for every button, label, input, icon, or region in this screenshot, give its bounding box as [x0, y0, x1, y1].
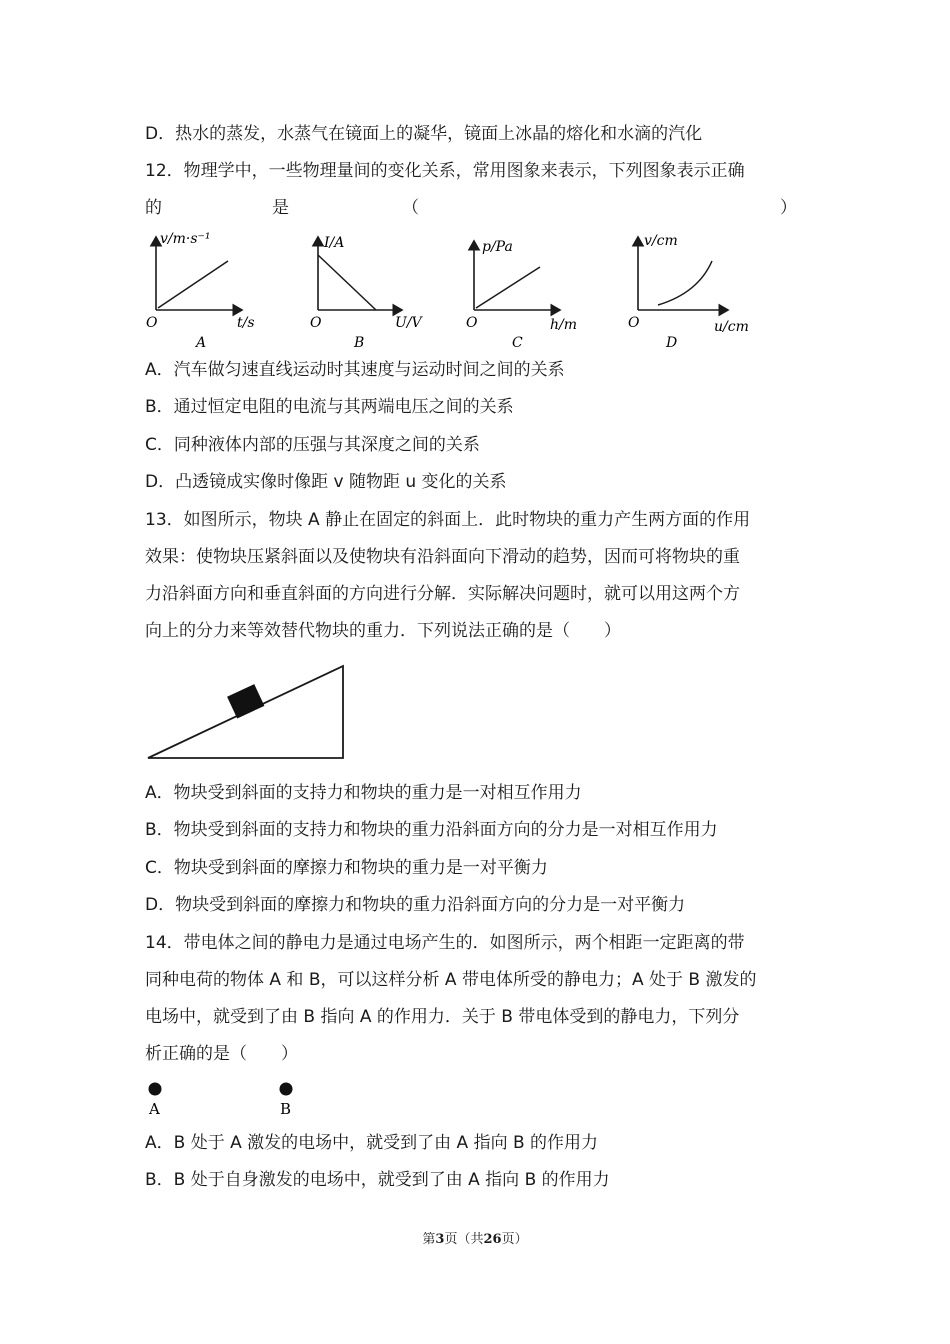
q14-stem-line3: 电场中，就受到了由 B 指向 A 的作用力．关于 B 带电体受到的静电力，下列分 [145, 1007, 740, 1027]
graph-c-origin: O [466, 315, 478, 331]
graph-d-xlabel: u/cm [714, 319, 749, 335]
q12-option-a: A．汽车做匀速直线运动时其速度与运动时间之间的关系 [145, 360, 565, 380]
graph-c-xlabel: h/m [550, 317, 578, 333]
q13-option-c: C．物块受到斜面的摩擦力和物块的重力是一对平衡力 [145, 858, 548, 878]
q14-stem-line1: 14．带电体之间的静电力是通过电场产生的．如图所示，两个相距一定距离的带 [145, 933, 745, 953]
q13-stem-line4: 向上的分力来等效替代物块的重力．下列说法正确的是（ ） [145, 621, 621, 641]
graph-b-xlabel: U/V [395, 315, 422, 331]
graph-d-caption: D [666, 335, 678, 351]
q13-stem-line2: 效果：使物块压紧斜面以及使物块有沿斜面向下滑动的趋势，因而可将物块的重 [145, 547, 740, 567]
q13-option-a: A．物块受到斜面的支持力和物块的重力是一对相互作用力 [145, 783, 582, 803]
q13-option-d: D．物块受到斜面的摩擦力和物块的重力沿斜面方向的分力是一对平衡力 [145, 895, 686, 915]
q12-graphs [140, 225, 780, 353]
charges-diagram [140, 1080, 310, 1120]
graph-b-origin: O [310, 315, 322, 331]
q12-option-d: D．凸透镜成实像时像距 v 随物距 u 变化的关系 [145, 472, 507, 492]
graph-a-origin: O [146, 315, 158, 331]
graph-c-ylabel: p/Pa [482, 239, 513, 255]
graph-d-origin: O [628, 315, 640, 331]
q14-option-b: B．B 处于自身激发的电场中，就受到了由 A 指向 B 的作用力 [145, 1170, 610, 1190]
graph-c-caption: C [512, 335, 523, 351]
footer-total-pages: 26 [483, 1232, 502, 1247]
q13-stem-line1: 13．如图所示，物块 A 静止在固定的斜面上．此时物块的重力产生两方面的作用 [145, 510, 751, 530]
q12-stem-word2: 是 [272, 198, 289, 218]
footer-page-number: 3 [435, 1232, 445, 1247]
q14-option-a: A．B 处于 A 激发的电场中，就受到了由 A 指向 B 的作用力 [145, 1133, 599, 1153]
charge-a [149, 1083, 162, 1096]
footer-mid: 页（共 [444, 1232, 484, 1247]
q12-stem-word1: 的 [145, 198, 162, 218]
graph-b [310, 235, 424, 351]
q13-option-b: B．物块受到斜面的支持力和物块的重力沿斜面方向的分力是一对相互作用力 [145, 820, 718, 840]
footer-pre: 第 [422, 1232, 436, 1247]
q12-stem-paren-open: （ [402, 198, 419, 218]
graph-d [628, 233, 749, 351]
graph-a [146, 231, 255, 351]
q12-option-c: C．同种液体内部的压强与其深度之间的关系 [145, 435, 480, 455]
charge-b [280, 1083, 293, 1096]
block-a [227, 684, 264, 718]
graph-a-ylabel: v/m·s⁻¹ [160, 231, 211, 247]
footer-post: 页） [501, 1232, 528, 1247]
graph-c [466, 239, 577, 351]
q14-stem-line2: 同种电荷的物体 A 和 B，可以这样分析 A 带电体所受的静电力；A 处于 B 激发的 [145, 970, 757, 990]
q12-option-b: B．通过恒定电阻的电流与其两端电压之间的关系 [145, 397, 514, 417]
q13-stem-line3: 力沿斜面方向和垂直斜面的方向进行分解．实际解决问题时，就可以用这两个方 [145, 584, 740, 604]
q12-stem-paren-close: ） [780, 198, 797, 218]
graph-a-caption: A [196, 335, 207, 351]
incline-diagram [140, 660, 355, 765]
graph-a-xlabel: t/s [237, 315, 255, 331]
charge-b-label: B [280, 1100, 292, 1118]
graph-b-caption: B [354, 335, 365, 351]
q14-stem-line4: 析正确的是（ ） [145, 1044, 298, 1064]
graph-b-ylabel: I/A [324, 235, 345, 251]
page-footer [0, 1228, 950, 1247]
q11-option-d: D．热水的蒸发，水蒸气在镜面上的凝华，镜面上冰晶的熔化和水滴的汽化 [145, 124, 703, 144]
graph-d-ylabel: v/cm [644, 233, 678, 249]
charge-a-label: A [149, 1100, 160, 1118]
q12-stem-line1: 12．物理学中，一些物理量间的变化关系，常用图象来表示，下列图象表示正确 [145, 161, 745, 181]
